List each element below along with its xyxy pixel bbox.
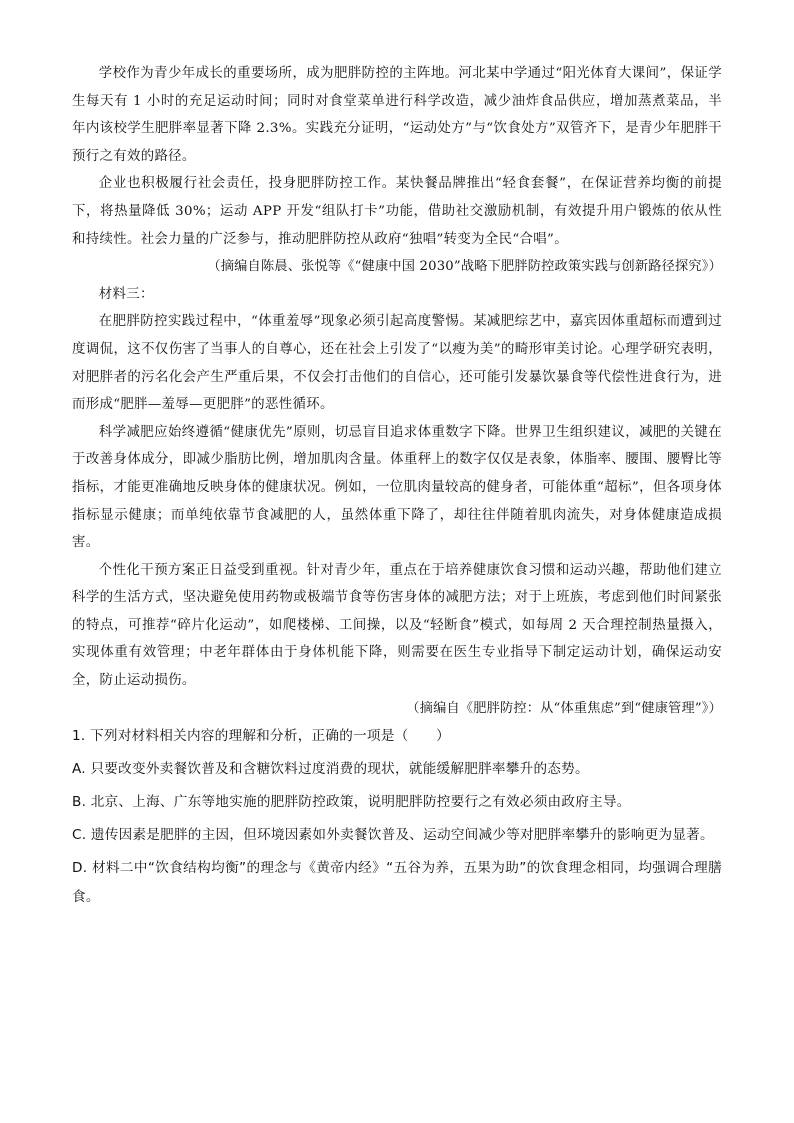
document-page <box>72 60 722 912</box>
question-1-option-d: D. 材料二中“饮食结构均衡”的理念与《黄帝内经》“五谷为养，五果为助”的饮食理念相同，均强调合理膳食。 <box>72 860 722 906</box>
question-1-option-c: C. 遗传因素是肥胖的主因，但环境因素如外卖餐饮普及、运动空间减少等对肥胖率攀升的影响更为显著。 <box>72 827 714 844</box>
material2-paragraph-1: 学校作为青少年成长的重要场所，成为肥胖防控的主阵地。河北某中学通过“阳光体育大课间”，保证学生每天有 1 小时的充足运动时间；同时对食堂菜单进行科学改造，减少油炸食品供应，增加蒸煮菜品，半年内该校学生肥胖率显著下降 2.3%。实践充分证明，“运动处方”与“饮食处方”双管齐下，是青少年肥胖干预行之有效的路径。 <box>72 66 722 164</box>
material2-paragraph-2: 企业也积极履行社会责任，投身肥胖防控工作。某快餐品牌推出“轻食套餐”，在保证营养均衡的前提下，将热量降低 30%；运动 APP 开发“组队打卡”功能，借助社交激励机制，有效提升用户锻炼的依从性和持续性。社会力量的广泛参与，推动肥胖防控从政府“独唱”转变为全民“合唱”。 <box>72 176 722 247</box>
question-1-stem: 1. 下列对材料相关内容的理解和分析，正确的一项是（ ） <box>72 728 450 745</box>
material3-paragraph-2: 科学减肥应始终遵循“健康优先”原则，切忌盲目追求体重数字下降。世界卫生组织建议，减肥的关键在于改善身体成分，即减少脂肪比例，增加肌肉含量。体重秤上的数字仅仅是表象，体脂率、腰围、腰臀比等指标，才能更准确地反映身体的健康状况。例如，一位肌肉量较高的健身者，可能体重“超标”，但各项身体指标显示健康；而单纯依靠节食减肥的人，虽然体重下降了，却往往伴随着肌肉流失，对身体健康造成损害。 <box>72 424 722 551</box>
material3-paragraph-3: 个性化干预方案正日益受到重视。针对青少年，重点在于培养健康饮食习惯和运动兴趣，帮助他们建立科学的生活方式，坚决避免使用药物或极端节食等伤害身体的减肥方法；对于上班族，考虑到他们时间紧张的特点，可推荐“碎片化运动”，如爬楼梯、工间操，以及“轻断食”模式，如每周 2 天合理控制热量摄入，实现体重有效管理；中老年群体由于身体机能下降，则需要在医生专业指导下制定运动计划，确保运动安全，防止运动损伤。 <box>72 562 722 689</box>
material3-paragraph-1: 在肥胖防控实践过程中，“体重羞辱”现象必须引起高度警惕。某减肥综艺中，嘉宾因体重超标而遭到过度调侃，这不仅伤害了当事人的自尊心，还在社会上引发了“以瘦为美”的畸形审美讨论。心理学研究表明，对肥胖者的污名化会产生严重后果，不仅会打击他们的自信心，还可能引发暴饮暴食等代偿性进食行为，进而形成“肥胖—羞辱—更肥胖”的恶性循环。 <box>72 314 722 413</box>
question-1-option-a: A. 只要改变外卖餐饮普及和含糖饮料过度消费的现状，就能缓解肥胖率攀升的态势。 <box>72 761 589 778</box>
material3-source: （摘编自《肥胖防控：从“体重焦虑”到“健康管理”》） <box>406 700 722 716</box>
question-1 <box>72 722 722 912</box>
material3-heading: 材料三： <box>98 286 154 302</box>
material2-source: （摘编自陈晨、张悦等《“健康中国 2030”战略下肥胖防控政策实践与创新路径探究》） <box>207 259 722 275</box>
question-1-option-b: B. 北京、上海、广东等地实施的肥胖防控政策，说明肥胖防控要行之有效必须由政府主导。 <box>72 794 631 811</box>
